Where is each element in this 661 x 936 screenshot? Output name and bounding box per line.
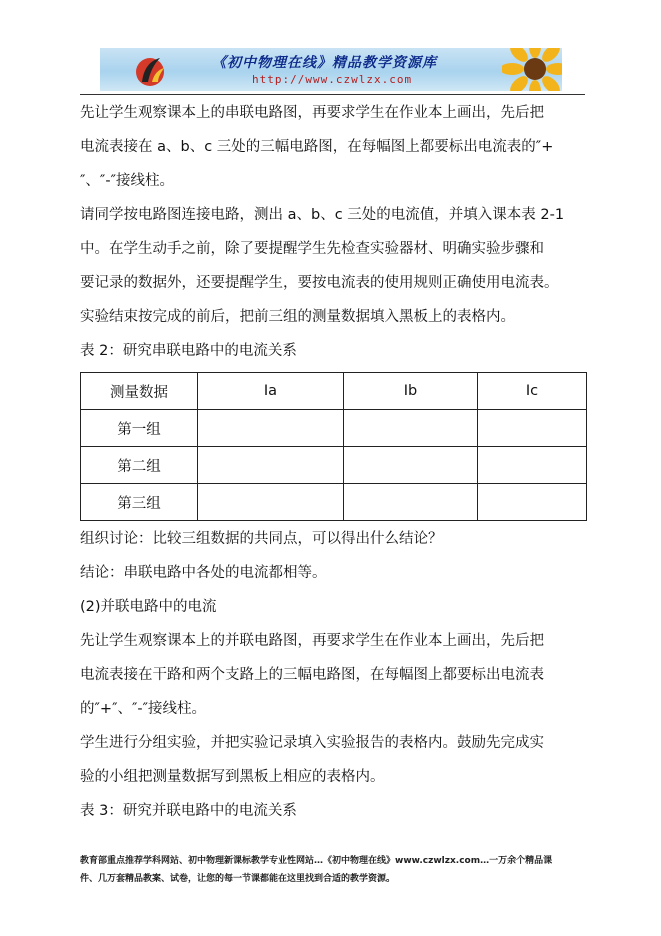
table-cell	[198, 447, 344, 484]
paragraph: 电流表接在干路和两个支路上的三幅电路图，在每幅图上都要标出电流表	[80, 667, 544, 683]
site-logo-icon	[132, 52, 168, 88]
header-banner	[100, 48, 562, 91]
table-cell	[478, 447, 587, 484]
paragraph: 的″+″、″-″接线柱。	[80, 701, 207, 717]
table-cell	[478, 410, 587, 447]
paragraph: 组织讨论：比较三组数据的共同点，可以得出什么结论？	[80, 531, 443, 547]
table-cell: 第二组	[81, 447, 198, 484]
table-cell	[198, 410, 344, 447]
footer-line: 件、几万套精品教案、试卷，让您的每一节课都能在这里找到合适的教学资源。	[80, 874, 396, 884]
table-cell: 第三组	[81, 484, 198, 521]
paragraph: 验的小组把测量数据写到黑板上相应的表格内。	[80, 769, 385, 785]
table-header-row	[81, 373, 587, 410]
footer-line: 教育部重点推荐学科网站、初中物理新课标教学专业性网站…《初中物理在线》www.czwlzx.com…一万余个精品课	[80, 856, 553, 866]
table-cell	[344, 410, 478, 447]
current-table	[80, 372, 587, 521]
table-row	[81, 410, 587, 447]
table-cell: 第一组	[81, 410, 198, 447]
header-rule	[80, 94, 585, 95]
table-cell	[478, 484, 587, 521]
table-header-cell: 测量数据	[81, 373, 198, 410]
paragraph: 实验结束按完成的前后，把前三组的测量数据填入黑板上的表格内。	[80, 309, 515, 325]
table-header-cell: Ib	[344, 373, 478, 410]
paragraph: 要记录的数据外，还要提醒学生，要按电流表的使用规则正确使用电流表。	[80, 275, 559, 291]
paragraph: 先让学生观察课本上的串联电路图，再要求学生在作业本上画出，先后把	[80, 105, 544, 121]
paragraph: 电流表接在 a、b、c 三处的三幅电路图，在每幅图上都要标出电流表的″+	[80, 139, 554, 155]
table-header-cell: Ic	[478, 373, 587, 410]
table-row	[81, 484, 587, 521]
table-cell	[198, 484, 344, 521]
page-footer	[80, 852, 590, 888]
sunflower-icon	[502, 48, 562, 91]
table-cell	[344, 484, 478, 521]
table-header-cell: Ia	[198, 373, 344, 410]
table-cell	[344, 447, 478, 484]
table-caption: 表 3：研究并联电路中的电流关系	[80, 803, 297, 819]
section-heading: (2)并联电路中的电流	[80, 599, 217, 615]
paragraph: ″、″-″接线柱。	[80, 173, 174, 189]
header-title: 《初中物理在线》精品教学资源库	[212, 55, 437, 71]
paragraph: 结论：串联电路中各处的电流都相等。	[80, 565, 327, 581]
document-body	[80, 99, 590, 826]
paragraph: 学生进行分组实验，并把实验记录填入实验报告的表格内。鼓励先完成实	[80, 735, 544, 751]
table-caption: 表 2：研究串联电路中的电流关系	[80, 343, 297, 359]
paragraph: 先让学生观察课本上的并联电路图，再要求学生在作业本上画出，先后把	[80, 633, 544, 649]
header-url[interactable]: http://www.czwlzx.com	[252, 73, 413, 86]
table-row	[81, 447, 587, 484]
paragraph: 请同学按电路图连接电路，测出 a、b、c 三处的电流值，并填入课本表 2-1	[80, 207, 565, 223]
paragraph: 中。在学生动手之前，除了要提醒学生先检查实验器材、明确实验步骤和	[80, 241, 544, 257]
